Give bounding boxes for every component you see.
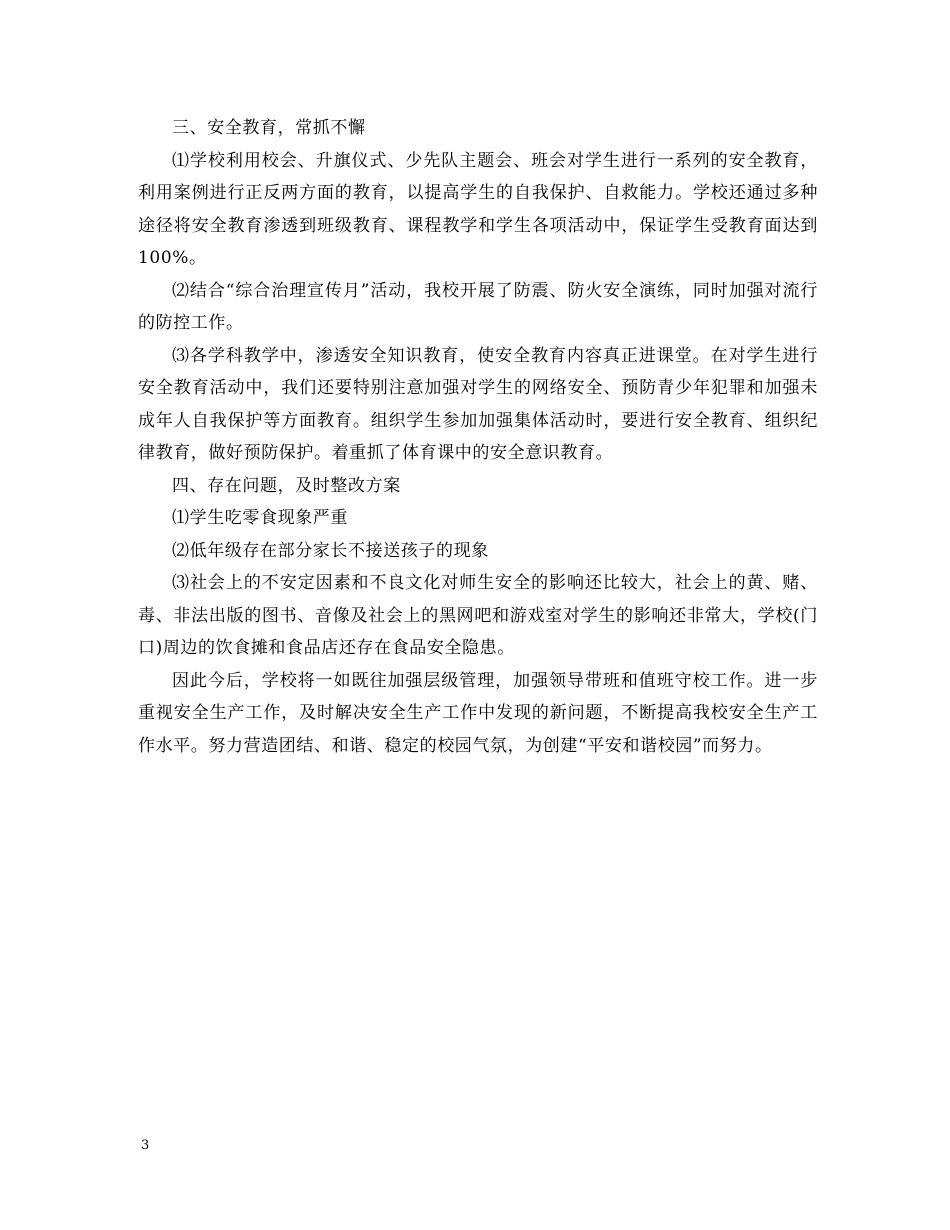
section-heading-problems: 四、存在问题，及时整改方案 [172,475,401,496]
paragraph-safety-item-2: ⑵结合“综合治理宣传月”活动，我校开展了防震、防火安全演练，同时加强对流行的防控工作。 [138,280,818,333]
paragraph-problem-item-2: ⑵低年级存在部分家长不接送孩子的现象 [172,540,489,561]
section-heading-safety-education: 三、安全教育，常抓不懈 [172,118,366,138]
paragraph-problem-item-3: ⑶社会上的不安定因素和不良文化对师生安全的影响还比较大，社会上的黄、赌、毒、非法出版的图书、音像及社会上的黑网吧和游戏室对学生的影响还非常大，学校(门口)周边的饮食摊和食品店还存在食品安全隐患。 [138,573,818,658]
page-number: 3 [141,1138,150,1153]
paragraph-problem-item-1: ⑴学生吃零食现象严重 [172,508,348,528]
paragraph-safety-item-1: ⑴学校利用校会、升旗仪式、少先队主题会、班会对学生进行一系列的安全教育，利用案例进行正反两方面的教育，以提高学生的自我保护、自救能力。学校还通过多种途径将安全教育渗透到班级教育、课程教学和学生各项活动中，保证学生受教育面达到100%。 [138,150,818,268]
paragraph-conclusion: 因此今后，学校将一如既往加强层级管理，加强领导带班和值班守校工作。进一步重视安全生产工作，及时解决安全生产工作中发现的新问题，不断提高我校安全生产工作水平。努力营造团结、和谐、稳定的校园气氛，为创建“平安和谐校园”而努力。 [138,670,818,756]
document-body [138,112,818,762]
paragraph-safety-item-3: ⑶各学科教学中，渗透安全知识教育，使安全教育内容真正进课堂。在对学生进行安全教育活动中，我们还要特别注意加强对学生的网络安全、预防青少年犯罪和加强未成年人自我保护等方面教育。组织学生参加加强集体活动时，要进行安全教育、组织纪律教育，做好预防保护。着重抓了体育课中的安全意识教育。 [138,345,818,463]
